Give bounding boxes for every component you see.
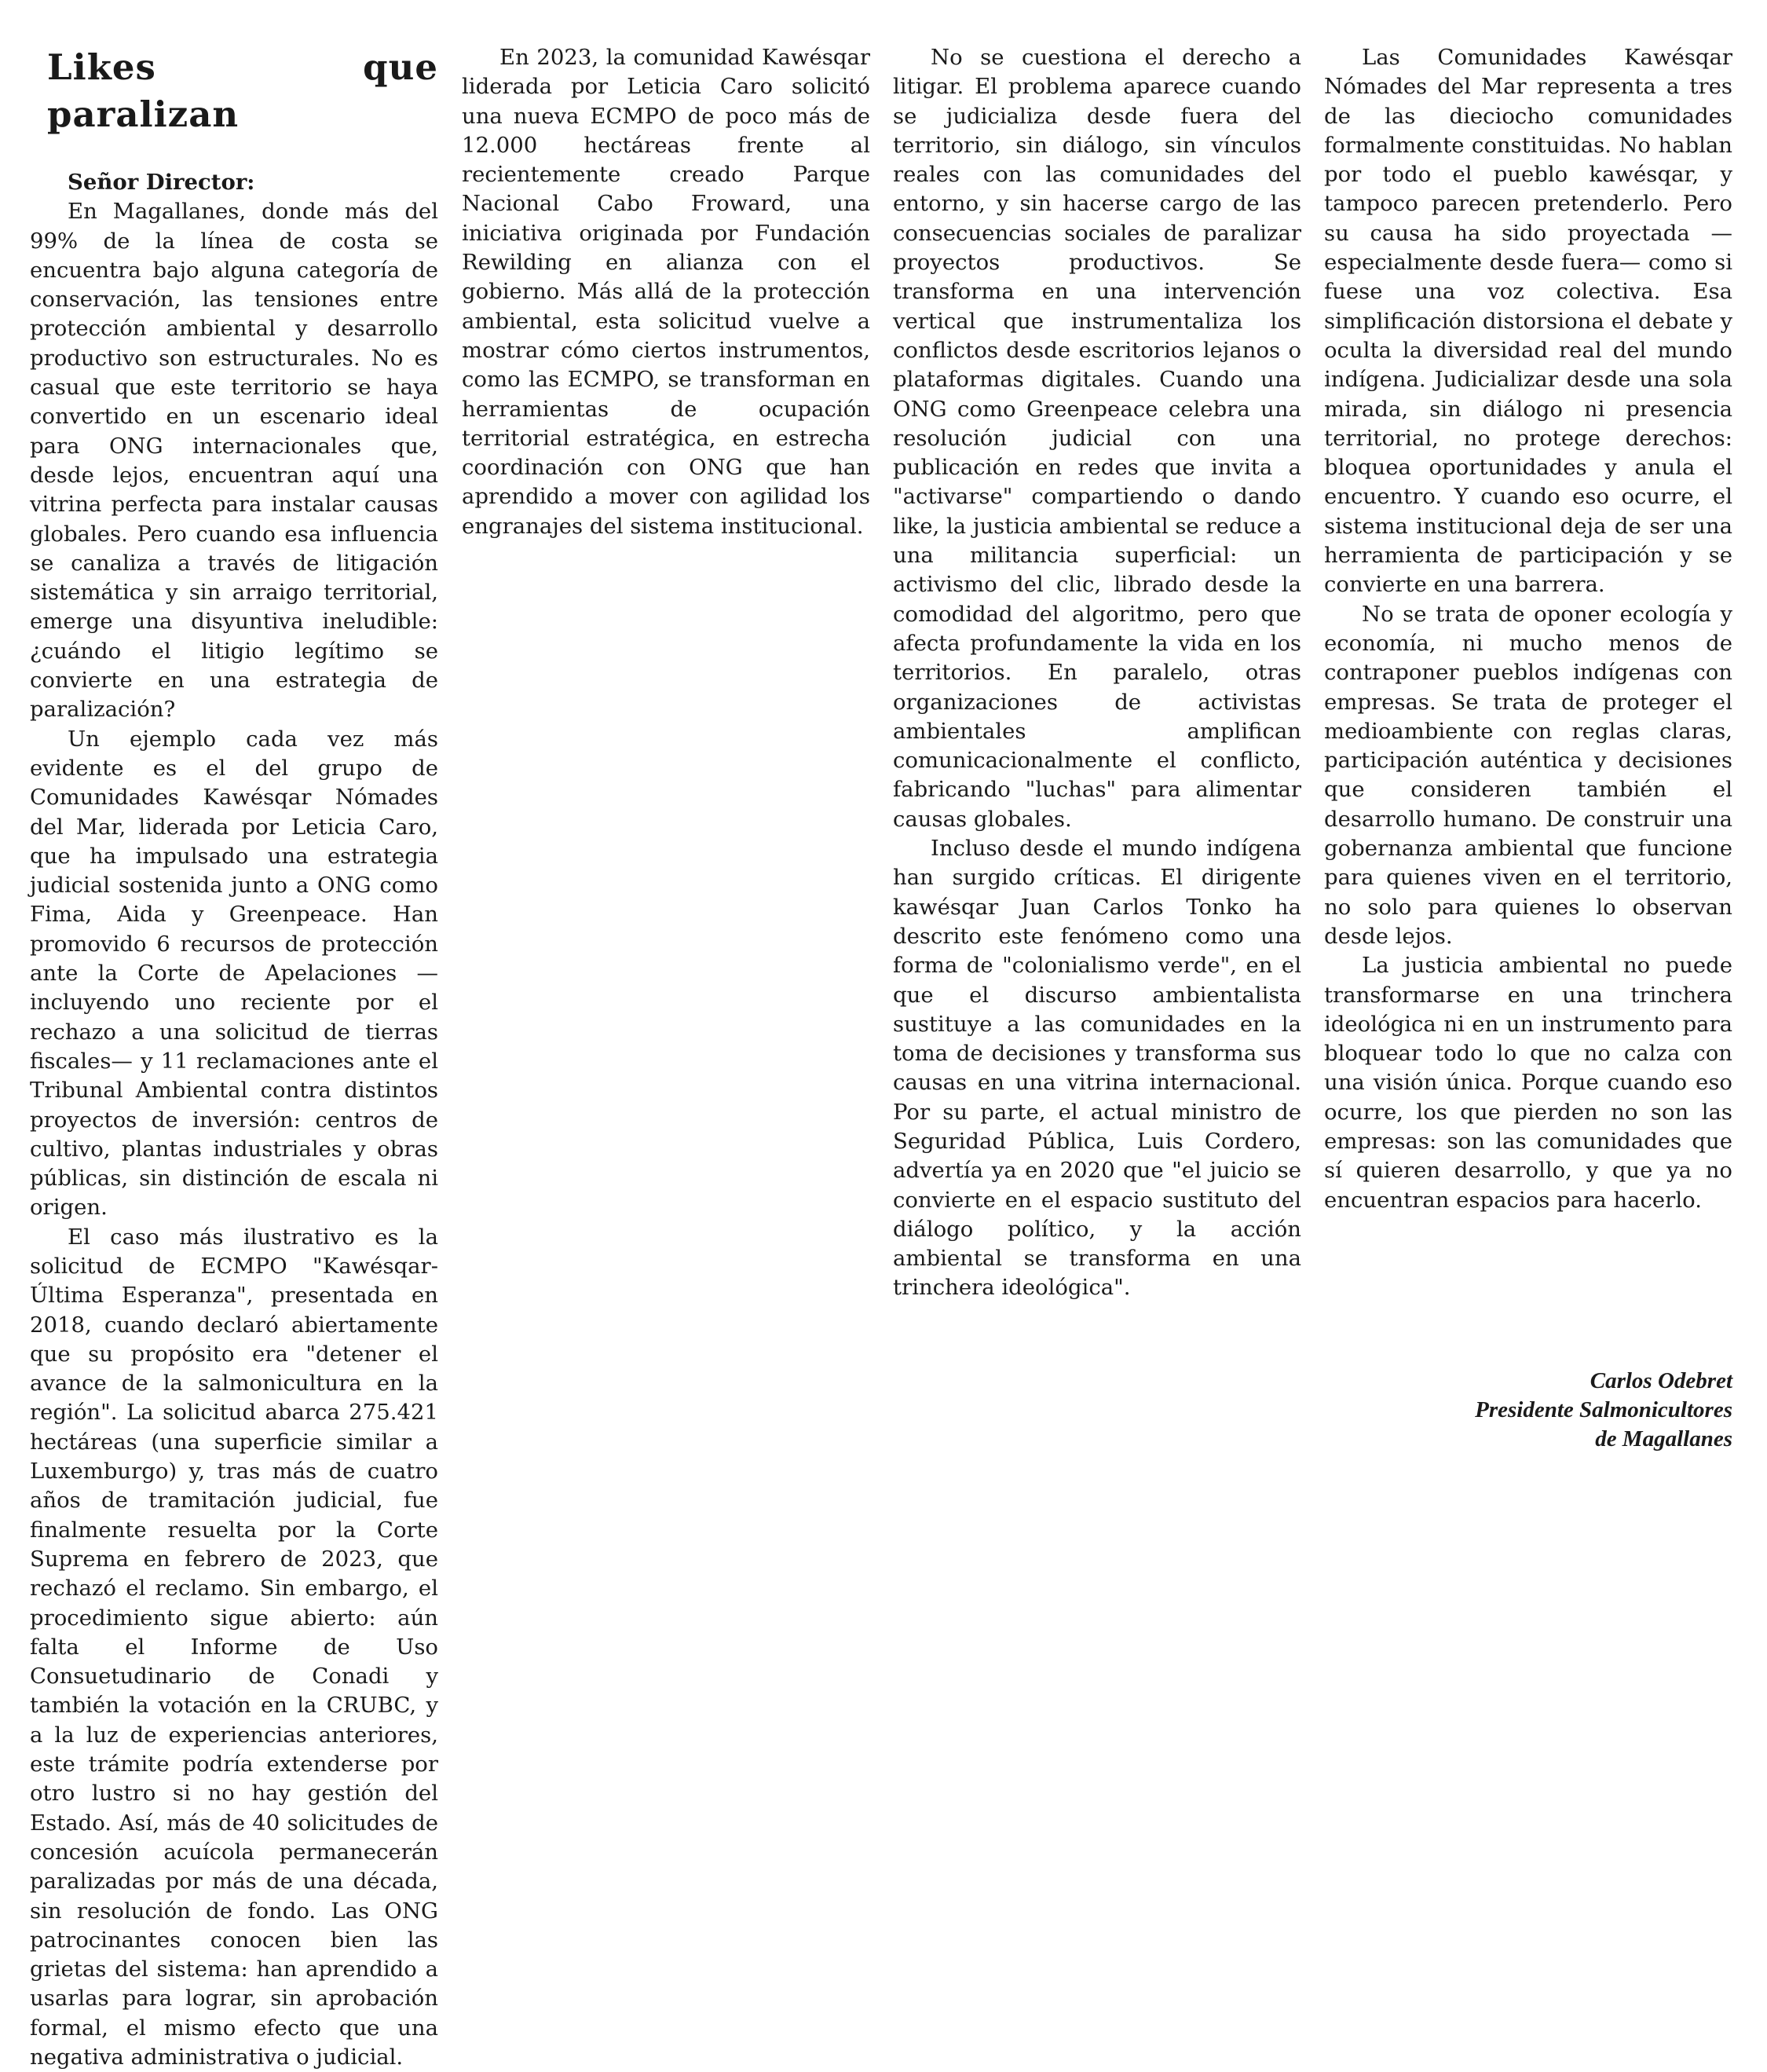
column-4 [1324,43,1732,1215]
signature [1324,1367,1732,1454]
paragraph-4: En 2023, la comunidad Kawésqar liderada por Leticia Caro solicitó una nueva ECMPO de poco más de 12.000 hectáreas frente al recientemente creado Parque Nacional Cabo Froward, una iniciativa originada por Fundación Rewilding en alianza con el gobierno. Más allá de la protección ambiental, esta solicitud vuelve a mostrar cómo ciertos instrumentos, como las ECMPO, se transforman en herramientas de ocupación territorial estratégica, en estrecha coordinación con ONG que han aprendido a mover con agilidad los engranajes del sistema institucional. [462,45,870,539]
paragraph-5: No se cuestiona el derecho a litigar. El problema aparece cuando se judicializa desde fuera del territorio, sin diálogo, sin vínculos reales con las comunidades del entorno, y sin hacerse cargo de las consecuencias sociales de paralizar proyectos productivos. Se transforma en una intervención vertical que instrumentaliza los conflictos desde escritorios lejanos o plataformas digitales. Cuando una ONG como Greenpeace celebra una resolución judicial con una publicación en redes que invita a "activarse" compartiendo o dando like, la justicia ambiental se reduce a una militancia superficial: un activismo del clic, librado desde la comodidad del algoritmo, pero que afecta profundamente la vida en los territorios. En paralelo, otras organizaciones de activistas ambientales amplifican comunicacionalmente el conflicto, fabricando "luchas" para alimentar causas globales. [893,45,1301,832]
column-1 [30,38,438,2072]
column-2 [462,43,870,541]
paragraph-1: En Magallanes, donde más del 99% de la línea de costa se encuentra bajo alguna categoría de conservación, las tensiones entre protección ambiental y desarrollo productivo son estructurales. No es casual que este territorio se haya convertido en un escenario ideal para ONG internacionales que, desde lejos, encuentran aquí una vitrina perfecta para instalar causas globales. Pero cuando esa influencia se canaliza a través de litigación sistemática y sin arraigo territorial, emerge una disyuntiva ineludible: ¿cuándo el litigio legítimo se convierte en una estrategia de paralización? [30,199,438,723]
author-role-line-2: de Magallanes [1595,1426,1732,1451]
column-3 [893,43,1301,1303]
paragraph-2: Un ejemplo cada vez más evidente es el del grupo de Comunidades Kawésqar Nómades del Mar, liderada por Leticia Caro, que ha impulsado una estrategia judicial sostenida junto a ONG como Fima, Aida y Greenpeace. Han promovido 6 recursos de protección ante la Corte de Apelaciones —incluyendo uno reciente por el rechazo a una solicitud de tierras fiscales— y 11 reclamaciones ante el Tribunal Ambiental contra distintos proyectos de inversión: centros de cultivo, plantas industriales y obras públicas, sin distinción de escala ni origen. [30,726,438,1221]
author-role-line-1: Presidente Salmonicultores [1475,1397,1732,1422]
paragraph-6: Incluso desde el mundo indígena han surgido críticas. El dirigente kawésqar Juan Carlos Tonko ha descrito este fenómeno como una forma de "colonialismo verde", en el que el discurso ambientalista sustituye a las comunidades en la toma de decisiones y transforma sus causas en una vitrina internacional. Por su parte, el actual ministro de Seguridad Pública, Luis Cordero, advertía ya en 2020 que "el juicio se convierte en el espacio sustituto del diálogo político, y la acción ambiental se transforma en una trinchera ideológica". [893,836,1301,1301]
paragraph-8: No se trata de oponer ecología y economía, ni mucho menos de contraponer pueblos indígenas con empresas. Se trata de proteger el medioambiente con reglas claras, participación auténtica y decisiones que consideren también el desarrollo humano. De construir una gobernanza ambiental que funcione para quienes viven en el territorio, no solo para quienes lo observan desde lejos. [1324,601,1732,949]
salutation: Señor Director: [68,170,255,195]
paragraph-9: La justicia ambiental no puede transformarse en una trinchera ideológica ni en un instrumento para bloquear todo lo que no calza con una visión única. Porque cuando eso ocurre, los que pierden no son las empresas: son las comunidades que sí quieren desarrollo, y que ya no encuentran espacios para hacerlo. [1324,953,1732,1213]
paragraph-7: Las Comunidades Kawésqar Nómades del Mar representa a tres de las dieciocho comunidades formalmente constituidas. No hablan por todo el pueblo kawésqar, y tampoco parecen pretenderlo. Pero su causa ha sido proyectada —especialmente desde fuera— como si fuese una voz colectiva. Esa simplificación distorsiona el debate y oculta la diversidad real del mundo indígena. Judicializar desde una sola mirada, sin diálogo ni presencia territorial, no protege derechos: bloquea oportunidades y anula el encuentro. Y cuando eso ocurre, el sistema institucional deja de ser una herramienta de participación y se convierte en una barrera. [1324,45,1732,598]
article-title: Likes que paralizan [47,46,438,135]
paragraph-3: El caso más ilustrativo es la solicitud de ECMPO "Kawésqar-Última Esperanza", presentada en 2018, cuando declaró abiertamente que su propósito era "detener el avance de la salmonicultura en la región". La solicitud abarca 275.421 hectáreas (una superficie similar a Luxemburgo) y, tras más de cuatro años de tramitación judicial, fue finalmente resuelta por la Corte Suprema en febrero de 2023, que rechazó el reclamo. Sin embargo, el procedimiento sigue abierto: aún falta el Informe de Uso Consuetudinario de Conadi y también la votación en la CRUBC, y a la luz de experiencias anteriores, este trámite podría extenderse por otro lustro si no hay gestión del Estado. Así, más de 40 solicitudes de concesión acuícola permanecerán paralizadas por más de una década, sin resolución de fondo. Las ONG patrocinantes conocen bien las grietas del sistema: han aprendido a usarlas para lograr, sin aprobación formal, el mismo efecto que una negativa administrativa o judicial. [30,1224,438,2070]
author-name: Carlos Odebret [1590,1368,1732,1393]
